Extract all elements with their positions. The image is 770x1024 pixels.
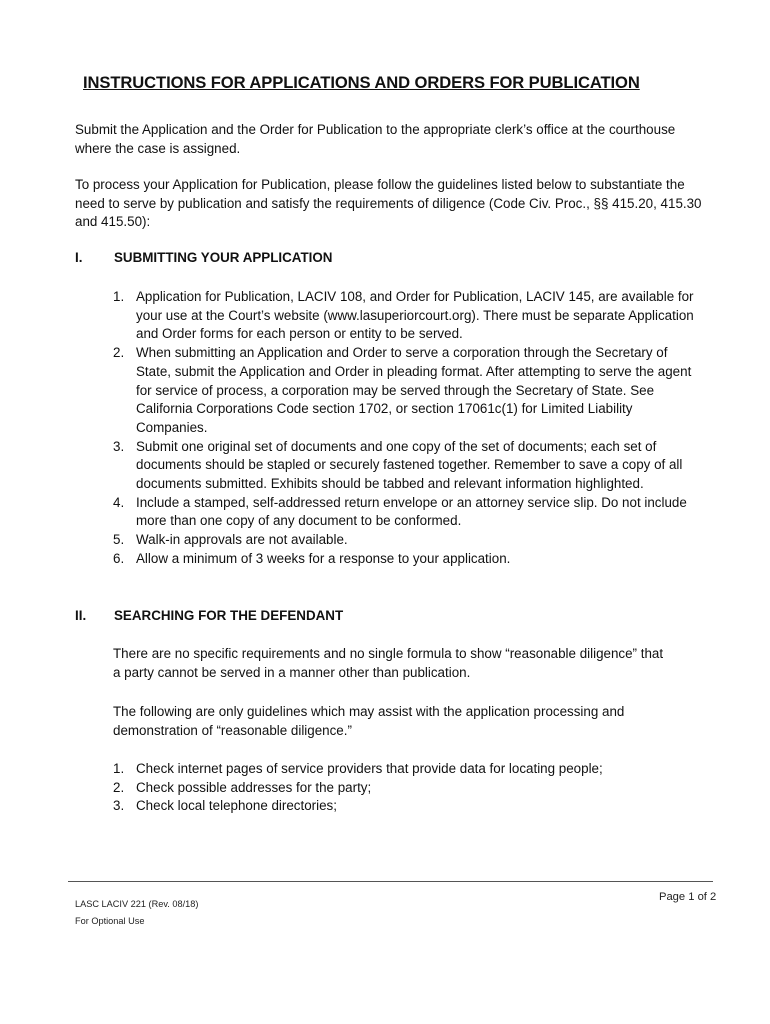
section-2-list — [113, 760, 698, 816]
list-item-number: 6. — [113, 550, 125, 566]
intro-paragraph-2: To process your Application for Publication, please follow the guidelines listed below to substantiate the need to serve by publication and satisfy the requirements of diligence (Code Civ. Proc., §§ 415.20, 415.30 and 415.50): — [75, 177, 702, 230]
list-item-number: 2. — [113, 779, 125, 795]
list-item-text: Check possible addresses for the party; — [136, 779, 372, 795]
section-2-title: SEARCHING FOR THE DEFENDANT — [114, 608, 344, 623]
section-2-paragraph-2: The following are only guidelines which may assist with the application processing and demonstration of “reasonable diligence.” — [113, 704, 625, 738]
list-item — [113, 531, 698, 550]
section-1-number: I. — [75, 250, 83, 265]
list-item-number: 1. — [113, 761, 125, 776]
section-2-paragraph-1: There are no specific requirements and no single formula to show “reasonable diligence” that a party cannot be served in a manner other than publication. — [113, 646, 664, 680]
list-item — [113, 344, 698, 438]
document-title: INSTRUCTIONS FOR APPLICATIONS AND ORDERS FOR PUBLICATION — [83, 73, 640, 92]
list-item-number: 5. — [113, 532, 125, 548]
list-item — [113, 760, 698, 779]
page-number: Page 1 of 2 — [659, 891, 717, 903]
list-item — [113, 797, 698, 816]
form-usage: For Optional Use — [75, 916, 145, 926]
list-item-text: Submit one original set of documents and one copy of the set of documents; each set of documents should be stapled or securely fastened together. Remember to save a copy of all documents submitted. Exhibits should be tabbed and relevant information highlighted. — [136, 438, 683, 492]
section-1-heading — [75, 249, 332, 267]
list-item-text: Application for Publication, LACIV 108, and Order for Publication, LACIV 145, are available for your use at the Court’s website (www.lasuperiorcourt.org). There must be separate Application and Order forms for each person or entity to be served. — [136, 289, 694, 342]
footer-divider — [68, 881, 713, 882]
list-item-number: 4. — [113, 494, 125, 510]
list-item — [113, 494, 698, 531]
list-item — [113, 438, 698, 494]
list-item — [113, 288, 698, 344]
section-2-heading — [75, 607, 343, 625]
form-id: LASC LACIV 221 (Rev. 08/18) — [75, 899, 199, 909]
list-item-text: Walk-in approvals are not available. — [136, 532, 348, 548]
intro-paragraph-1: Submit the Application and the Order for Publication to the appropriate clerk’s office at the courthouse where the case is assigned. — [75, 122, 676, 156]
section-1-list — [113, 288, 698, 569]
section-2-number: II. — [75, 608, 87, 623]
list-item-text: When submitting an Application and Order to serve a corporation through the Secretary of State, submit the Application and Order in pleading format. After attempting to serve the agent for service of process, a corporation may be served through the Secretary of State. See California Corporations Code section 1702, or section 17061c(1) for Limited Liability Companies. — [136, 345, 692, 435]
section-1-title: SUBMITTING YOUR APPLICATION — [114, 250, 333, 265]
list-item-number: 3. — [113, 798, 125, 814]
list-item-text: Allow a minimum of 3 weeks for a response to your application. — [136, 550, 511, 566]
list-item-text: Include a stamped, self-addressed return envelope or an attorney service slip. Do not include more than one copy of any document to be conformed. — [136, 494, 687, 529]
list-item — [113, 779, 698, 798]
list-item-text: Check local telephone directories; — [136, 798, 337, 814]
list-item-number: 3. — [113, 438, 125, 454]
list-item-text: Check internet pages of service providers that provide data for locating people; — [136, 761, 603, 776]
list-item-number: 1. — [113, 289, 125, 304]
list-item — [113, 550, 698, 569]
list-item-number: 2. — [113, 345, 125, 361]
